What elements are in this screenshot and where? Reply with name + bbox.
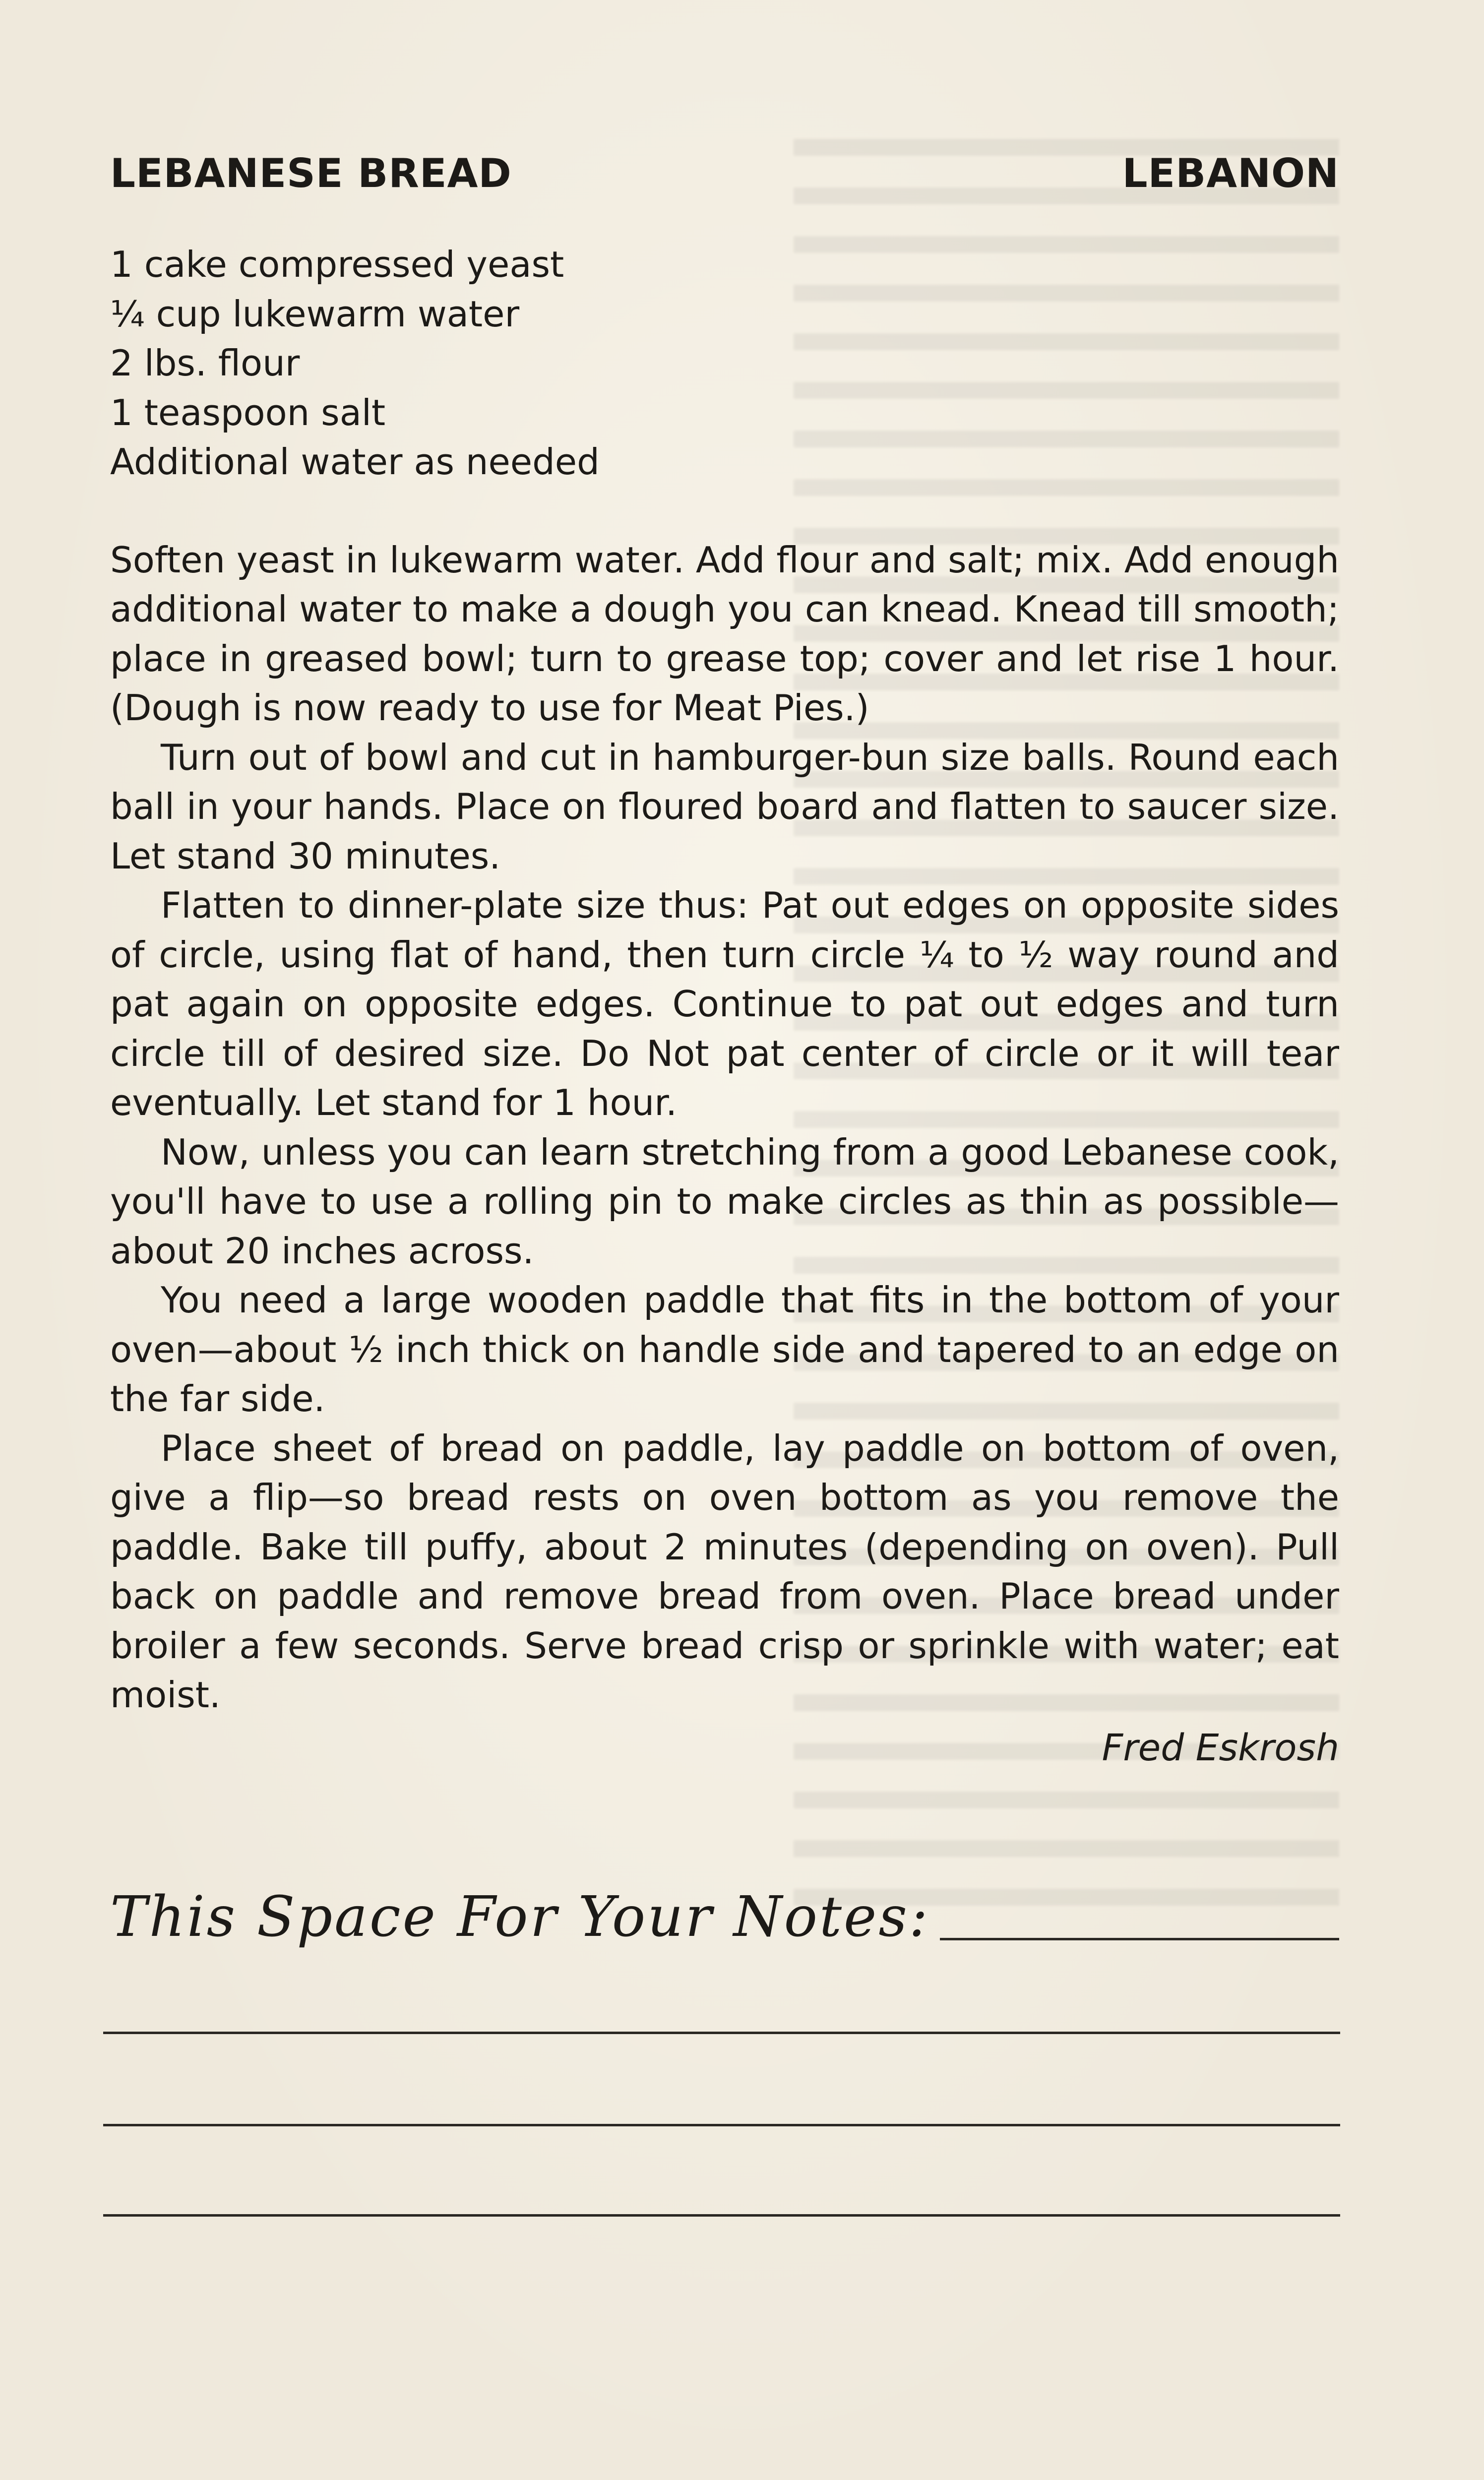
ingredient-item: 1 cake compressed yeast: [110, 244, 564, 285]
notes-line: [940, 1938, 1339, 1940]
recipe-author: Fred Eskrosh: [1102, 1726, 1339, 1769]
ingredient-item: 2 lbs. flour: [110, 342, 300, 384]
notes-line: [103, 2214, 1340, 2217]
notes-line: [103, 2124, 1340, 2126]
ingredient-list: [110, 240, 1339, 487]
recipe-title: LEBANESE BREAD: [110, 150, 512, 196]
instruction-paragraph: Now, unless you can learn stretching from a good Lebanese cook, you'll have to use a rolling pin to make circles as thin as possible—about 20 inches across.: [110, 1131, 1339, 1272]
notes-label: This Space For Your Notes:: [110, 1885, 930, 1949]
instruction-paragraph: Soften yeast in lukewarm water. Add flour and salt; mix. Add enough additional water to make a dough you can knead. Knead till smooth; place in greased bowl; turn to grease top; cover and let rise 1 hour. (Dough is now ready to use for Meat Pies.): [110, 539, 1339, 729]
instruction-paragraph: Flatten to dinner-plate size thus: Pat out edges on opposite sides of circle, using flat of hand, then turn circle ¼ to ½ way round and pat again on opposite edges. Continue to pat out edges and turn circle till of desired size. Do Not pat center of circle or it will tear eventually. Let stand for 1 hour.: [110, 884, 1339, 1123]
instruction-paragraph: Place sheet of bread on paddle, lay paddle on bottom of oven, give a flip—so bread rests on oven bottom as you remove the paddle. Bake till puffy, about 2 minutes (depending on oven). Pull back on paddle and remove bread from oven. Place bread under broiler a few seconds. Serve bread crisp or sprinkle with water; eat moist.: [110, 1427, 1339, 1716]
recipe-header: [110, 144, 1339, 203]
instruction-paragraph: You need a large wooden paddle that fits in the bottom of your oven—about ½ inch thick on handle side and tapered to an edge on the far side.: [110, 1279, 1339, 1420]
ingredient-item: Additional water as needed: [110, 441, 600, 483]
instruction-paragraph: Turn out of bowl and cut in hamburger-bun size balls. Round each ball in your hands. Place on floured board and flatten to saucer size. Let stand 30 minutes.: [110, 736, 1339, 877]
notes-line: [103, 2032, 1340, 2034]
ingredient-item: 1 teaspoon salt: [110, 391, 386, 434]
recipe-country: LEBANON: [1122, 150, 1339, 196]
notes-header: [110, 1885, 1339, 1949]
recipe-content: [110, 144, 1339, 1773]
ingredient-item: ¼ cup lukewarm water: [110, 293, 520, 335]
